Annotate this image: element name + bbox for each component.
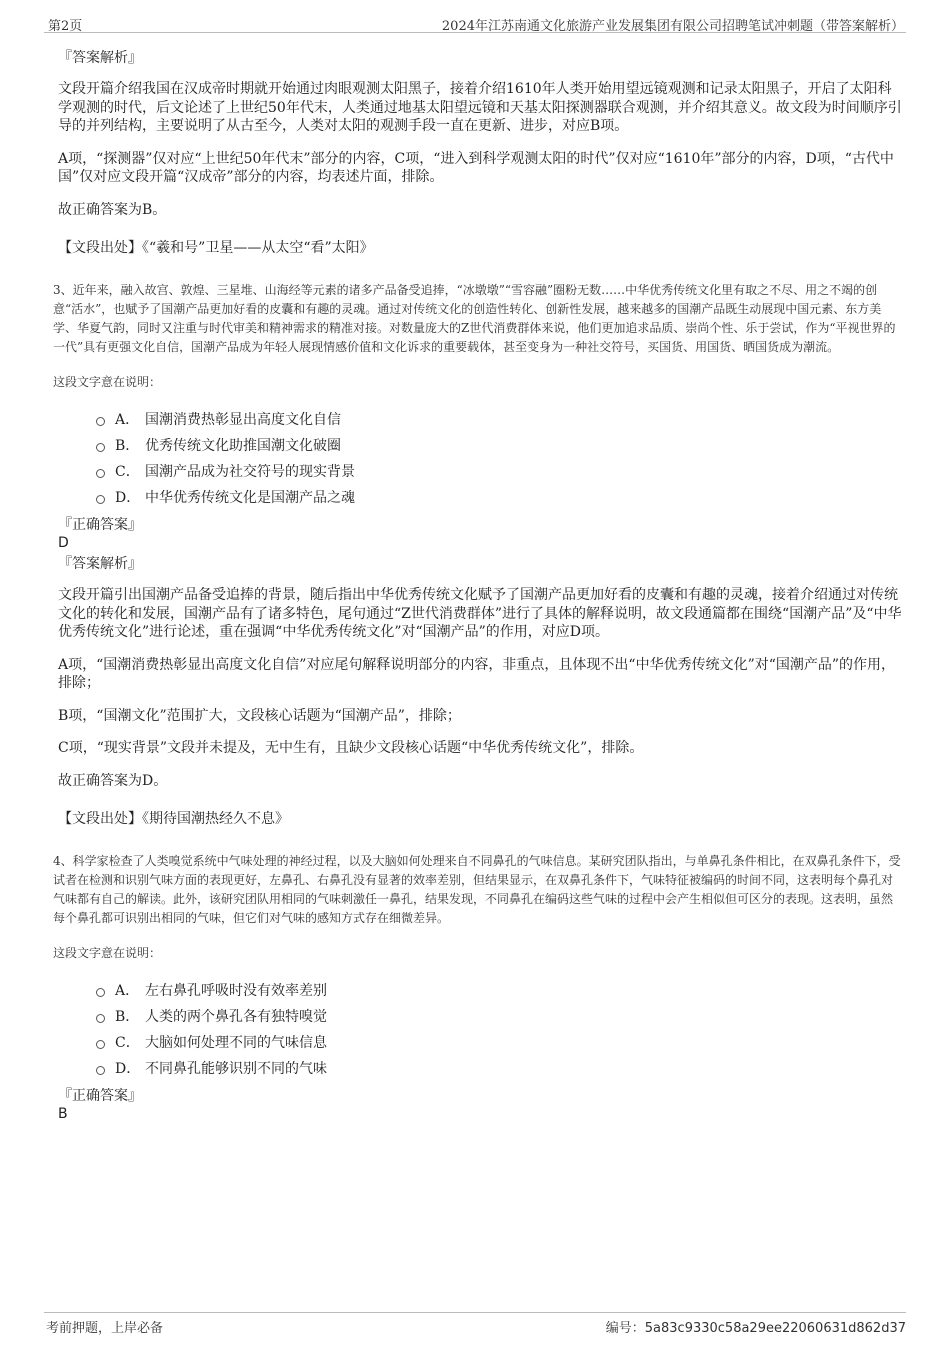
page-number: 第2页 xyxy=(48,19,83,34)
q3-option-b[interactable] xyxy=(96,432,902,458)
option-text: 国潮消费热彰显出高度文化自信 xyxy=(145,412,341,428)
q4-answer-label: 『正确答案』 xyxy=(58,1088,142,1104)
q4-option-c[interactable] xyxy=(96,1029,902,1055)
radio-icon[interactable] xyxy=(96,1040,105,1049)
page-header xyxy=(44,12,906,33)
q3-answer: D xyxy=(58,535,69,551)
document-title: 2024年江苏南通文化旅游产业发展集团有限公司招聘笔试冲刺题（带答案解析） xyxy=(441,19,904,34)
footer-code-label: 编号： xyxy=(605,1321,645,1336)
option-text: 大脑如何处理不同的气味信息 xyxy=(145,1035,327,1051)
option-letter: B． xyxy=(115,1009,140,1025)
q3-source: 【文段出处】《期待国潮热经久不息》 xyxy=(58,811,289,827)
option-text: 优秀传统文化助推国潮文化破圈 xyxy=(145,438,341,454)
option-letter: D． xyxy=(115,490,141,506)
q3-answer-label: 『正确答案』 xyxy=(58,517,142,533)
q3-analysis-para-1: 文段开篇引出国潮产品备受追捧的背景，随后指出中华优秀传统文化赋予了国潮产品更加好看的皮囊和有趣的灵魂，接着介绍通过对传统文化的转化和发展，国潮产品有了诸多特色，尾句通过“Z世代消费群体”进行了具体的解释说明，故文段通篇都在围绕“国潮产品”及“中华优秀传统文化”进行论述，重在强调“中华优秀传统文化”对“国潮产品”的作用，对应D项。 xyxy=(58,587,902,640)
q2-source: 【文段出处】《“羲和号”卫星——从太空“看”太阳》 xyxy=(58,240,374,256)
page-footer xyxy=(44,1312,906,1337)
radio-icon[interactable] xyxy=(96,469,105,478)
q3-question-text: 3、近年来，融入故宫、敦煌、三星堆、山海经等元素的诸多产品备受追捧，“冰墩墩”“雪容融”圈粉无数……中华优秀传统文化里有取之不尽、用之不竭的创意“活水”，也赋予了国潮产品更加好看的皮囊和有趣的灵魂。通过对传统文化的创造性转化、创新性发展，越来越多的国潮产品既生动展现中国元素、东方美学、华夏气韵，同时又注重与时代审美和精神需求的精准对接。对数量庞大的Z世代消费群体来说，他们更加追求品质、崇尚个性、乐于尝试，作为“平视世界的一代”具有更强文化自信，国潮产品成为年轻人展现情感价值和文化诉求的重要载体，甚至变身为一种社交符号，买国货、用国货、晒国货成为潮流。 xyxy=(53,283,896,354)
option-letter: A． xyxy=(115,412,140,428)
option-text: 不同鼻孔能够识别不同的气味 xyxy=(145,1061,327,1077)
q3-prompt: 这段文字意在说明： xyxy=(53,375,162,389)
q3-option-d[interactable] xyxy=(96,484,902,510)
option-letter: A． xyxy=(115,983,140,999)
q2-analysis-para-1: 文段开篇介绍我国在汉成帝时期就开始通过肉眼观测太阳黑子，接着介绍1610年人类开始用望远镜观测和记录太阳黑子，开启了太阳科学观测的时代，后文论述了上世纪50年代末，人类通过地基太阳望远镜和天基太阳探测器联合观测，并介绍其意义。故文段为时间顺序引导的并列结构，主要说明了从古至今，人类对太阳的观测手段一直在更新、进步，对应B项。 xyxy=(58,81,902,134)
q4-answer: B xyxy=(58,1106,68,1122)
option-letter: C． xyxy=(115,1035,140,1051)
footer-slogan: 考前押题，上岸必备 xyxy=(46,1321,164,1336)
q3-analysis-para-3: B项，“国潮文化”范围扩大，文段核心话题为“国潮产品”，排除； xyxy=(58,707,461,724)
radio-icon[interactable] xyxy=(96,988,105,997)
option-text: 国潮产品成为社交符号的现实背景 xyxy=(145,464,355,480)
q2-analysis-label: 『答案解析』 xyxy=(58,50,142,66)
q3-option-a[interactable] xyxy=(96,406,902,432)
q2-analysis-para-2: A项，“探测器”仅对应“上世纪50年代末”部分的内容，C项，“进入到科学观测太阳的时代”仅对应“1610年”部分的内容，D项，“古代中国”仅对应文段开篇“汉成帝”部分的内容，均表述片面，排除。 xyxy=(58,150,894,185)
option-letter: D． xyxy=(115,1061,141,1077)
q3-analysis-para-4: C项，“现实背景”文段并未提及，无中生有，且缺少文段核心话题“中华优秀传统文化”，排除。 xyxy=(58,740,644,756)
q4-option-b[interactable] xyxy=(96,1003,902,1029)
option-letter: B． xyxy=(115,438,140,454)
radio-icon[interactable] xyxy=(96,495,105,504)
q3-analysis-label: 『答案解析』 xyxy=(58,556,142,572)
q3-analysis-para-2: A项，“国潮消费热彰显出高度文化自信”对应尾句解释说明部分的内容，非重点，且体现不出“中华优秀传统文化”对“国潮产品”的作用，排除； xyxy=(58,656,896,691)
radio-icon[interactable] xyxy=(96,443,105,452)
q4-option-d[interactable] xyxy=(96,1055,902,1081)
q2-analysis-para-3: 故正确答案为B。 xyxy=(58,201,167,218)
radio-icon[interactable] xyxy=(96,1014,105,1023)
q4-question-text: 4、科学家检查了人类嗅觉系统中气味处理的神经过程，以及大脑如何处理来自不同鼻孔的气味信息。某研究团队指出，与单鼻孔条件相比，在双鼻孔条件下，受试者在检测和识别气味方面的表现更好，左鼻孔、右鼻孔没有显著的效率差别，但结果显示，在双鼻孔条件下，气味特征被编码的时间不同，这表明每个鼻孔对气味都有自己的解读。此外，该研究团队用相同的气味刺激任一鼻孔，结果发现，不同鼻孔在编码这些气味的过程中会产生相似但可区分的表现。这表明，虽然每个鼻孔都可识别出相同的气味，但它们对气味的感知方式存在细微差异。 xyxy=(53,854,901,925)
page-content xyxy=(53,42,902,1123)
q4-options xyxy=(96,977,902,1081)
radio-icon[interactable] xyxy=(96,417,105,426)
q3-analysis-para-5: 故正确答案为D。 xyxy=(58,772,168,789)
q3-option-c[interactable] xyxy=(96,458,902,484)
option-text: 左右鼻孔呼吸时没有效率差别 xyxy=(145,983,327,999)
option-text: 人类的两个鼻孔各有独特嗅觉 xyxy=(145,1009,327,1025)
option-text: 中华优秀传统文化是国潮产品之魂 xyxy=(145,490,355,506)
q4-prompt: 这段文字意在说明： xyxy=(53,946,162,960)
radio-icon[interactable] xyxy=(96,1066,105,1075)
footer-code: 5a83c9330c58a29ee22060631d862d37 xyxy=(644,1321,906,1336)
q3-options xyxy=(96,406,902,510)
q4-option-a[interactable] xyxy=(96,977,902,1003)
option-letter: C． xyxy=(115,464,140,480)
footer-code-block xyxy=(606,1317,906,1336)
